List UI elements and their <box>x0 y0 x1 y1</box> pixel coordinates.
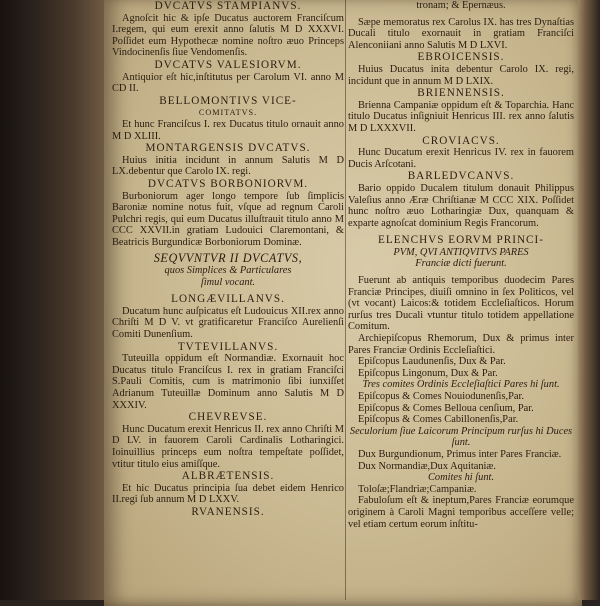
section-subheading: COMITATVS. <box>198 108 258 118</box>
paragraph: Antiquior eſt hic,inſtitutus per Carolum VI. anno M CD II. <box>112 71 344 95</box>
section-heading: EBROICENSIS. <box>417 51 505 64</box>
paragraph: Bario oppido Ducalem titulum donauit Philippus Valeſius anno Æræ Chriſtianæ M CCC XIX. Poſſidet hunc noſtro æuo Lotharingiæ Dux, quanquam & exparte agnoſcat dominium Regis Francorum. <box>348 182 574 229</box>
page-edge <box>578 0 600 600</box>
section-heading: BELLOMONTIVS VICE- <box>159 94 297 107</box>
section-heading: ELENCHVS EORVM PRINCI- <box>378 234 544 247</box>
paragraph: Hunc Ducatum erexit Henricus II. rex anno Chriſti M D LV. in fauorem Caroli Cardinalis Lotharingici. Ioinuillius princeps eum noſtra tempeſtate poſſidet, vtitur titulo eius amiſſque. <box>112 423 344 470</box>
paragraph: Epiſcopus & Comes Cabillonenſis,Par. <box>358 414 519 426</box>
right-column <box>348 0 574 530</box>
italic-note: Franciæ dicti fuerunt. <box>415 258 507 270</box>
section-heading: CHEVREVSE. <box>188 411 268 424</box>
paragraph: Fabuloſum eſt & ineptum,Pares Franciæ eorumque originem à Caroli Magni temporibus acceſſere velle; vel etiam certum eorum inſtitu- <box>348 495 574 530</box>
paragraph: Dux Normandiæ,Dux Aquitaniæ. <box>358 460 496 472</box>
paragraph: Ducatum hunc auſpicatus eſt Ludouicus XII.rex anno Chriſti M D V. vt gratificaretur Franciſco Aurelienſi Comiti Dunenſium. <box>112 305 344 341</box>
paragraph: Hunc Ducatum erexit Henricus IV. rex in fauorem Ducis Arſcotani. <box>348 147 574 170</box>
section-heading: DVCATVS BORBONIORVM. <box>147 177 309 190</box>
italic-heading: PVM, QVI ANTIQVITVS PARES <box>393 246 529 258</box>
paragraph: Epiſcopus Laudunenſis, Dux & Par. <box>358 356 506 368</box>
paragraph: Fuerunt ab antiquis temporibus duodecim Pares Franciæ Principes, diuiſi omnino in ſex Politicos, vel (vt vocant) Laicos:& totidem Eccleſiaſticos. Horum rurſus tres Ducali vtuntur titulo totidem appellatione Comitum. <box>348 275 574 333</box>
section-heading: DVCATVS VALESIORVM. <box>154 58 302 71</box>
paragraph: Tuteuilla oppidum eſt Normandiæ. Exornauit hoc Ducatus titulo Franciſcus I. rex in gratiam Franciſci S.Pauli Comitis, cum is matrimonio ſibi iunxiſſet Adrianum Tuteuillæ Dominum anno Salutis M D XXXIV. <box>112 353 344 411</box>
paragraph: Epiſcopus Lingonum, Dux & Par. <box>358 367 498 379</box>
section-heading: BARLEDVCANVS. <box>407 170 515 183</box>
paragraph: Sæpe memoratus rex Carolus IX. has tres Dynaſtias Ducali titulo exornauit in gratiam Franciſci Alenconiiani anno Salutis M D LXVI. <box>348 16 574 51</box>
paragraph: Epiſcopus & Comes Nouiodunenſis,Par. <box>358 391 524 402</box>
text-line: tronam; & Epernæus. <box>416 0 506 11</box>
paragraph: Huius initia incidunt in annum Salutis M D LX.debentur que Carolo IX. regi. <box>112 154 344 178</box>
section-heading: BRIENNENSIS. <box>417 87 505 100</box>
paragraph: Agnoſcit hic & ipſe Ducatus auctorem Franciſcum I.regem, qui eum erexit anno ſalutis M D XXXVI. Poſſidet eum Hypothecæ nomine noſtro æuo Princeps Vindocinenſis ſiue Vendomenſis. <box>112 12 344 59</box>
paragraph: Toloſæ;Flandriæ;Campaniæ. <box>358 483 477 495</box>
section-heading: TVTEVILLANVS. <box>177 340 279 353</box>
left-column <box>112 0 344 519</box>
section-heading: CROVIACVS. <box>422 134 500 147</box>
section-heading: DVCATVS STAMPIANVS. <box>154 0 302 12</box>
paragraph: Et hunc Franciſcus I. rex Ducatus titulo ornauit anno M D XLIII. <box>112 118 344 142</box>
section-heading: LONGÆVILLANVS. <box>171 293 285 306</box>
italic-note: Seculorium ſiue Laicorum Principum rurſus hi Duces ſunt. <box>349 425 573 449</box>
italic-note: quos Simplices & Particulares <box>164 265 292 277</box>
column-divider <box>345 0 346 600</box>
paragraph: Burboniorum ager longo tempore ſub ſimplicis Baroniæ nomine notus fuit, vſque ad regnum Caroli Pulchri regis, qui eum Ducatus illuſtrauit titulo anno M CCC XXVII.in gratiam Ludouici Claremontani, & Beatricis Burgundicæ Borboniorum Dominæ. <box>112 190 344 248</box>
italic-note: Comites hi ſunt. <box>427 472 495 484</box>
italic-note: ſimul vocant. <box>200 276 256 288</box>
section-heading: ALBRÆTENSIS. <box>181 470 275 483</box>
paragraph: Huius Ducatus inita debentur Carolo IX. regi, incidunt que in annum M D LXIX. <box>348 63 574 87</box>
italic-heading: SEQVVNTVR II DVCATVS, <box>153 251 303 266</box>
paragraph: Brienna Campaniæ oppidum eſt & Toparchia. Hanc titulo Ducatus inſigniuit Henricus III. rex anno ſalutis M D LXXXVII. <box>348 99 574 134</box>
section-heading: MONTARGENSIS DVCATVS. <box>145 142 311 155</box>
book-binding <box>0 0 118 600</box>
paragraph: Dux Burgundionum, Primus inter Pares Franciæ. <box>358 448 562 460</box>
paragraph: Archiepiſcopus Rhemorum, Dux & primus inter Pares Franciæ Ordinis Eccleſiaſtici. <box>348 333 574 356</box>
paragraph: Epiſcopus & Comes Belloua cenſium, Par. <box>358 402 534 414</box>
section-heading: RVANENSIS. <box>191 505 265 518</box>
paragraph: Et hic Ducatus principia ſua debet eidem Henrico II.regi ſub annum M D LXXV. <box>112 482 344 506</box>
italic-note: Tres comites Ordinis Eccleſiaſtici Pares hi ſunt. <box>362 379 560 391</box>
